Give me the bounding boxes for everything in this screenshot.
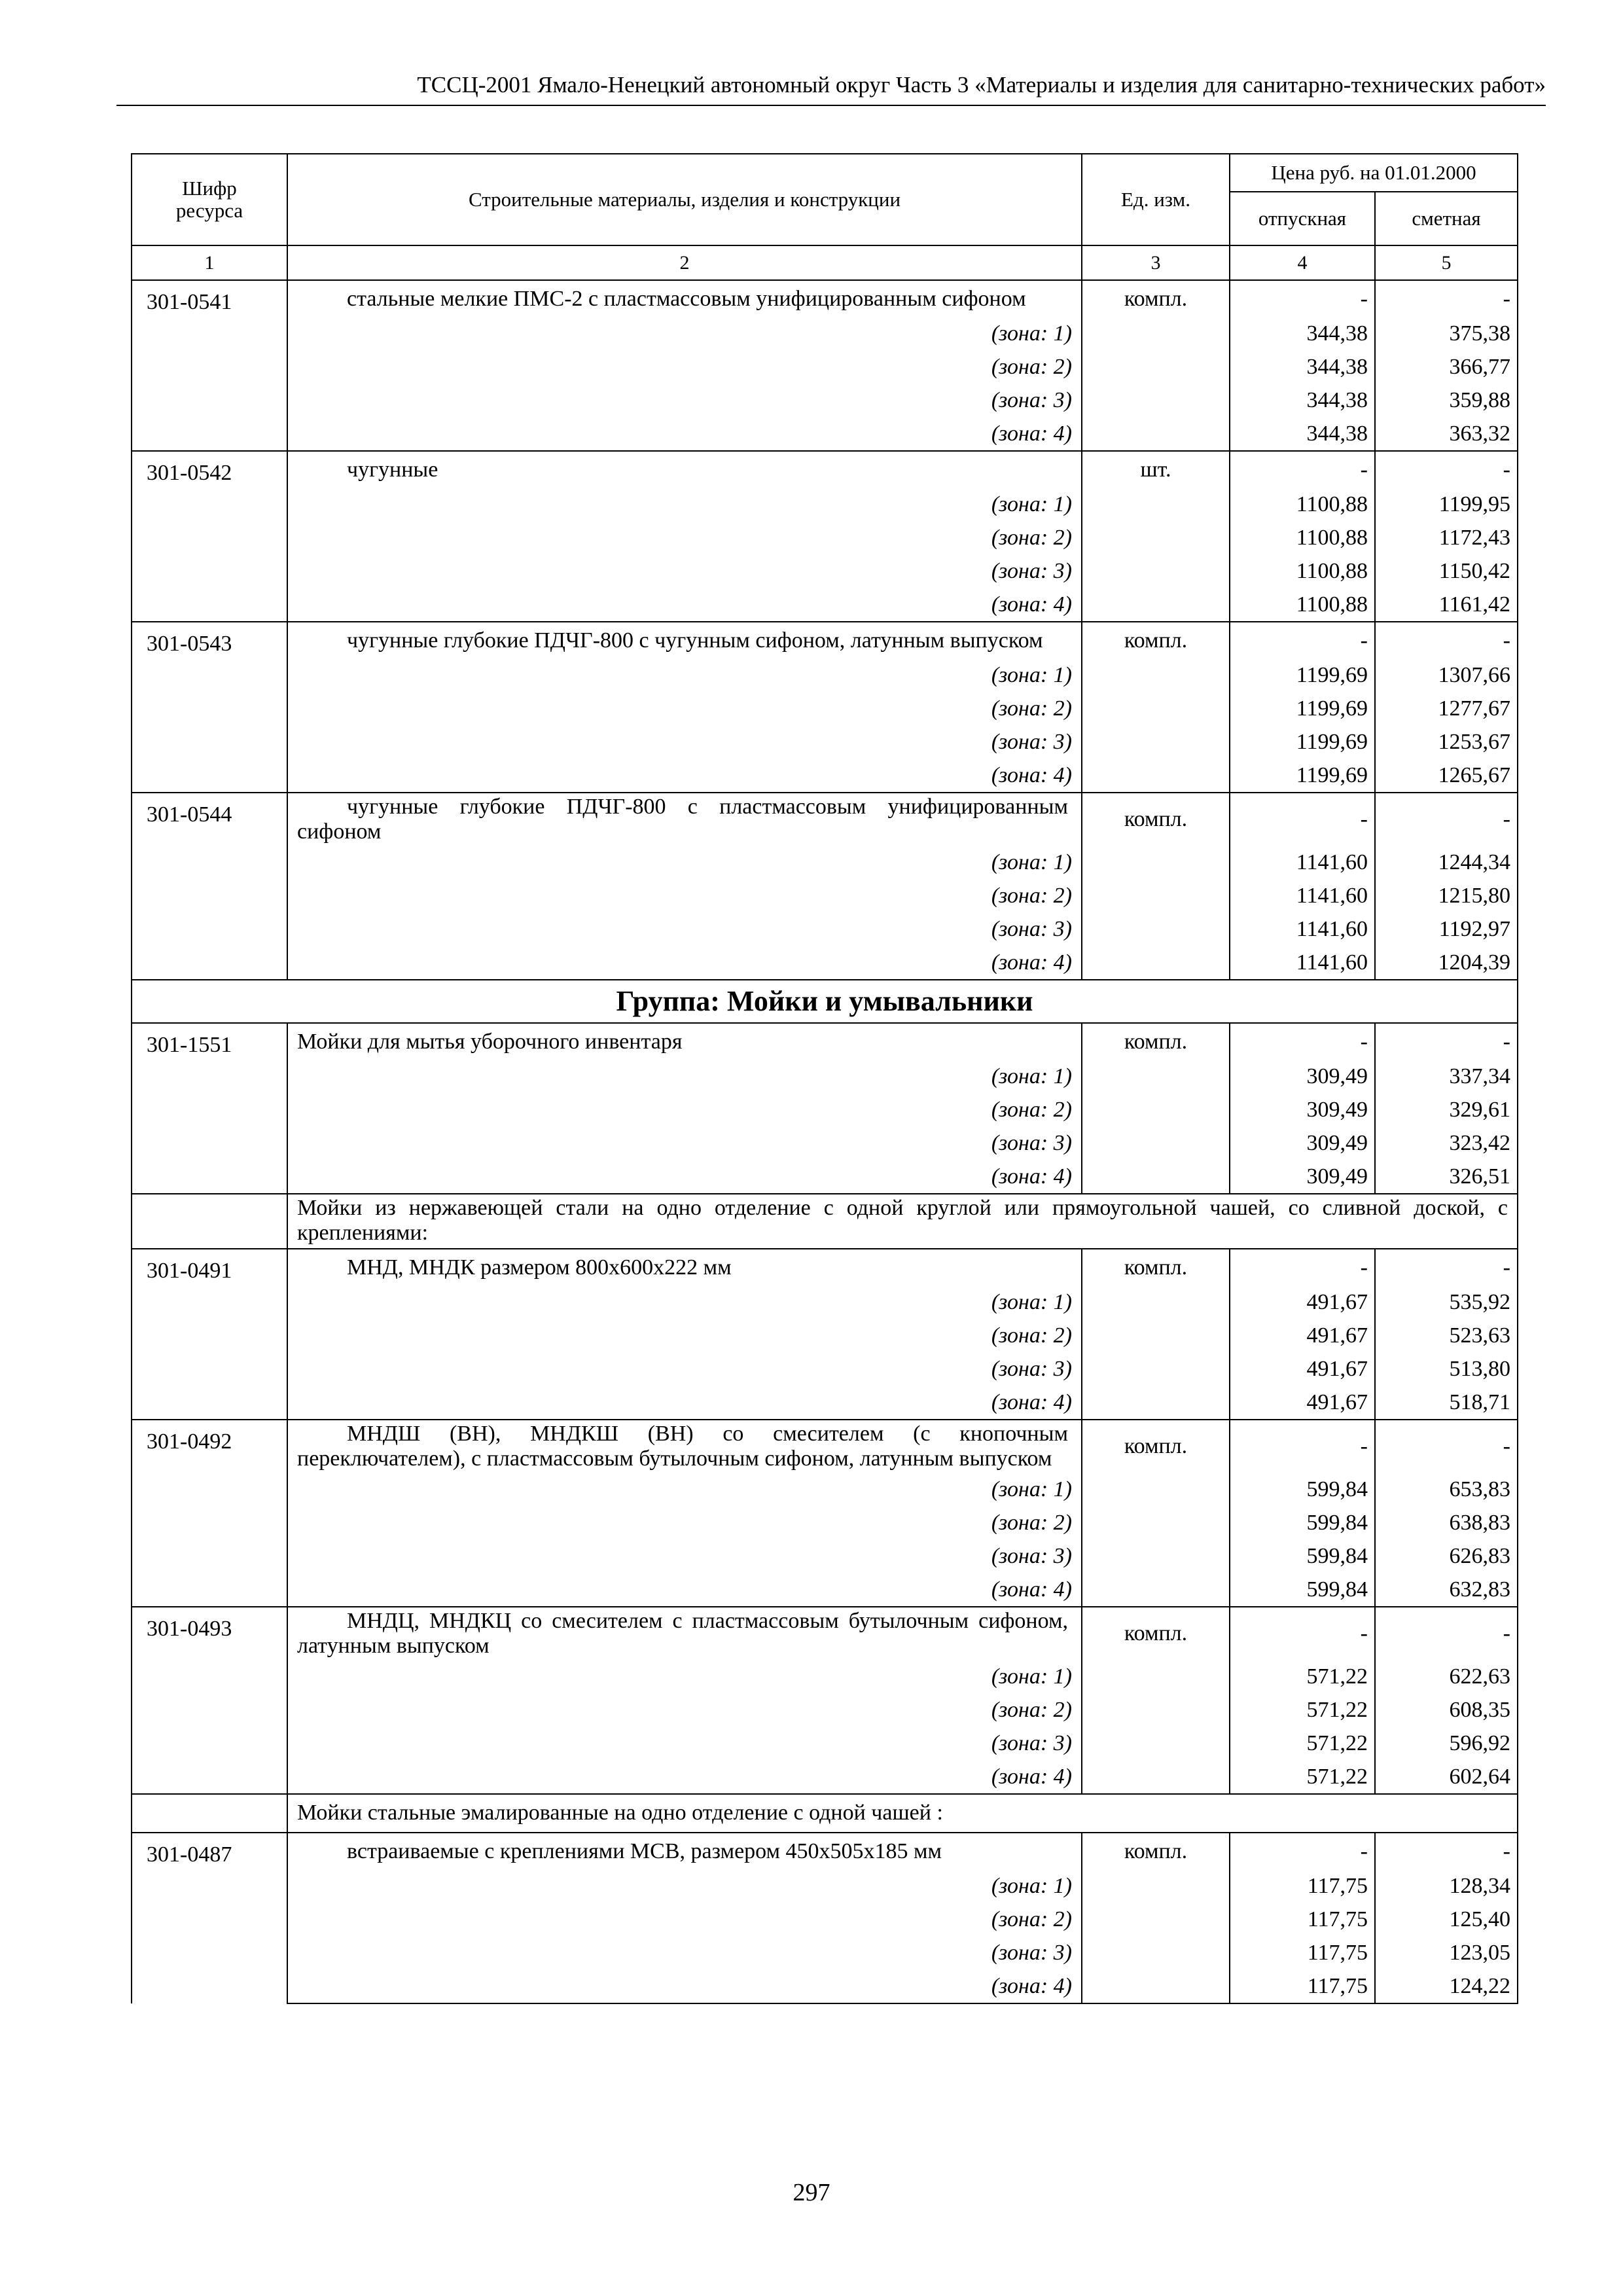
price-release: 1199,69 <box>1230 658 1375 692</box>
item-name: чугунные глубокие ПДЧГ-800 с пластмассовым унифицированным сифоном <box>287 793 1082 846</box>
zone-row <box>132 1093 1518 1126</box>
unit-cell: компл. <box>1082 793 1230 846</box>
unit-cell-empty <box>1082 692 1230 725</box>
item-name: встраиваемые с креплениями МСВ, размером 450х505х185 мм <box>287 1833 1082 1869</box>
item-name: МНДШ (ВН), МНДКШ (ВН) со смесителем (с кнопочным переключателем), с пластмассовым бутылочным сифоном, латунным выпуском <box>287 1420 1082 1473</box>
code-cell-empty <box>132 1194 287 1249</box>
price-estimate: - <box>1375 451 1518 488</box>
price-estimate: 329,61 <box>1375 1093 1518 1126</box>
zone-label: (зона: 3) <box>287 384 1082 417</box>
price-estimate: 1199,95 <box>1375 488 1518 521</box>
unit-cell-empty <box>1082 1093 1230 1126</box>
price-release: - <box>1230 1833 1375 1869</box>
table-row <box>132 1833 1518 1869</box>
price-estimate: 622,63 <box>1375 1660 1518 1693</box>
zone-label: (зона: 3) <box>287 1727 1082 1760</box>
col-header-estimate: сметная <box>1375 192 1518 245</box>
price-estimate: 123,05 <box>1375 1936 1518 1969</box>
unit-cell-empty <box>1082 1936 1230 1969</box>
resource-code: 301-0487 <box>132 1833 287 2003</box>
unit-cell-empty <box>1082 1319 1230 1352</box>
price-release: 599,84 <box>1230 1506 1375 1539</box>
zone-row <box>132 554 1518 588</box>
price-estimate: 375,38 <box>1375 317 1518 350</box>
table-row <box>132 1607 1518 1660</box>
zone-label: (зона: 2) <box>287 1093 1082 1126</box>
price-estimate: 632,83 <box>1375 1573 1518 1607</box>
unit-cell: компл. <box>1082 1833 1230 1869</box>
table-row <box>132 1420 1518 1473</box>
table-row <box>132 793 1518 846</box>
zone-row <box>132 417 1518 451</box>
price-release: 309,49 <box>1230 1126 1375 1160</box>
price-release: 1100,88 <box>1230 588 1375 622</box>
resource-code: 301-0542 <box>132 451 287 622</box>
zone-label: (зона: 1) <box>287 488 1082 521</box>
price-estimate: 1277,67 <box>1375 692 1518 725</box>
zone-row <box>132 1126 1518 1160</box>
price-estimate: 1172,43 <box>1375 521 1518 554</box>
unit-cell-empty <box>1082 588 1230 622</box>
unit-cell-empty <box>1082 488 1230 521</box>
note-row <box>132 1194 1518 1249</box>
unit-cell-empty <box>1082 1693 1230 1727</box>
price-estimate: 1150,42 <box>1375 554 1518 588</box>
price-estimate: 326,51 <box>1375 1160 1518 1194</box>
unit-cell-empty <box>1082 759 1230 793</box>
price-estimate: 1244,34 <box>1375 846 1518 879</box>
price-estimate: 1307,66 <box>1375 658 1518 692</box>
unit-cell-empty <box>1082 1160 1230 1194</box>
note-text: Мойки стальные эмалированные на одно отделение с одной чашей : <box>287 1794 1518 1833</box>
price-release: - <box>1230 793 1375 846</box>
unit-cell-empty <box>1082 1539 1230 1573</box>
price-estimate: 363,32 <box>1375 417 1518 451</box>
zone-label: (зона: 2) <box>287 1319 1082 1352</box>
price-estimate: 359,88 <box>1375 384 1518 417</box>
zone-label: (зона: 3) <box>287 912 1082 946</box>
unit-cell-empty <box>1082 1285 1230 1319</box>
price-release: 344,38 <box>1230 384 1375 417</box>
price-estimate: - <box>1375 1249 1518 1285</box>
item-name: Мойки для мытья уборочного инвентаря <box>287 1023 1082 1060</box>
zone-row <box>132 1319 1518 1352</box>
price-estimate: 535,92 <box>1375 1285 1518 1319</box>
item-name: МНД, МНДК размером 800х600х222 мм <box>287 1249 1082 1285</box>
price-estimate: 1204,39 <box>1375 946 1518 980</box>
price-estimate: - <box>1375 280 1518 317</box>
price-release: 344,38 <box>1230 317 1375 350</box>
price-release: - <box>1230 622 1375 658</box>
zone-label: (зона: 4) <box>287 1969 1082 2003</box>
unit-cell: компл. <box>1082 1607 1230 1660</box>
price-release: 309,49 <box>1230 1093 1375 1126</box>
price-release: 491,67 <box>1230 1352 1375 1386</box>
zone-label: (зона: 3) <box>287 1539 1082 1573</box>
zone-row <box>132 1506 1518 1539</box>
price-estimate: 1215,80 <box>1375 879 1518 912</box>
price-release: 571,22 <box>1230 1693 1375 1727</box>
price-estimate: 602,64 <box>1375 1760 1518 1794</box>
zone-label: (зона: 2) <box>287 1903 1082 1936</box>
unit-cell: компл. <box>1082 280 1230 317</box>
price-release: 1199,69 <box>1230 692 1375 725</box>
unit-cell-empty <box>1082 350 1230 384</box>
zone-label: (зона: 1) <box>287 1473 1082 1506</box>
price-estimate: 653,83 <box>1375 1473 1518 1506</box>
page-header: ТССЦ-2001 Ямало-Ненецкий автономный округ Часть 3 «Материалы и изделия для санитарно-технических работ» <box>116 71 1546 106</box>
table-row <box>132 1249 1518 1285</box>
unit-cell-empty <box>1082 1903 1230 1936</box>
unit-cell: компл. <box>1082 622 1230 658</box>
zone-label: (зона: 4) <box>287 1573 1082 1607</box>
col-header-code: Шифр ресурса <box>132 154 287 245</box>
price-release: 491,67 <box>1230 1319 1375 1352</box>
price-release: 117,75 <box>1230 1869 1375 1903</box>
note-row <box>132 1794 1518 1833</box>
price-estimate: 125,40 <box>1375 1903 1518 1936</box>
zone-label: (зона: 3) <box>287 1352 1082 1386</box>
price-estimate: 626,83 <box>1375 1539 1518 1573</box>
price-estimate: 518,71 <box>1375 1386 1518 1420</box>
col-number: 4 <box>1230 245 1375 280</box>
price-release: 1141,60 <box>1230 879 1375 912</box>
zone-row <box>132 317 1518 350</box>
price-release: - <box>1230 451 1375 488</box>
price-estimate: - <box>1375 1420 1518 1473</box>
price-release: 344,38 <box>1230 350 1375 384</box>
zone-row <box>132 692 1518 725</box>
price-release: - <box>1230 280 1375 317</box>
zone-row <box>132 488 1518 521</box>
unit-cell-empty <box>1082 1660 1230 1693</box>
zone-label: (зона: 4) <box>287 946 1082 980</box>
zone-label: (зона: 3) <box>287 1126 1082 1160</box>
price-estimate: 523,63 <box>1375 1319 1518 1352</box>
price-estimate: 1265,67 <box>1375 759 1518 793</box>
zone-row <box>132 759 1518 793</box>
zone-row <box>132 912 1518 946</box>
zone-row <box>132 1386 1518 1420</box>
unit-cell-empty <box>1082 417 1230 451</box>
zone-label: (зона: 4) <box>287 588 1082 622</box>
zone-label: (зона: 1) <box>287 317 1082 350</box>
zone-label: (зона: 2) <box>287 350 1082 384</box>
zone-row <box>132 1060 1518 1093</box>
unit-cell-empty <box>1082 1060 1230 1093</box>
price-estimate: - <box>1375 1607 1518 1660</box>
price-release: 117,75 <box>1230 1969 1375 2003</box>
unit-cell-empty <box>1082 846 1230 879</box>
price-release: 1100,88 <box>1230 554 1375 588</box>
col-number: 3 <box>1082 245 1230 280</box>
zone-row <box>132 658 1518 692</box>
zone-label: (зона: 3) <box>287 725 1082 759</box>
price-estimate: 1161,42 <box>1375 588 1518 622</box>
unit-cell: компл. <box>1082 1023 1230 1060</box>
table-row <box>132 451 1518 488</box>
resource-code: 301-0541 <box>132 280 287 451</box>
price-release: - <box>1230 1249 1375 1285</box>
item-name: МНДЦ, МНДКЦ со смесителем с пластмассовым бутылочным сифоном, латунным выпуском <box>287 1607 1082 1660</box>
group-title: Группа: Мойки и умывальники <box>132 980 1518 1023</box>
unit-cell-empty <box>1082 879 1230 912</box>
col-header-name: Строительные материалы, изделия и конструкции <box>287 154 1082 245</box>
zone-label: (зона: 4) <box>287 1760 1082 1794</box>
price-release: - <box>1230 1420 1375 1473</box>
code-cell-empty <box>132 1794 287 1833</box>
price-release: 1141,60 <box>1230 846 1375 879</box>
price-estimate: 513,80 <box>1375 1352 1518 1386</box>
zone-row <box>132 588 1518 622</box>
price-release: - <box>1230 1023 1375 1060</box>
item-name: стальные мелкие ПМС-2 с пластмассовым унифицированным сифоном <box>287 280 1082 317</box>
price-estimate: 124,22 <box>1375 1969 1518 2003</box>
price-estimate: 1192,97 <box>1375 912 1518 946</box>
unit-cell-empty <box>1082 658 1230 692</box>
price-release: 599,84 <box>1230 1473 1375 1506</box>
resource-code: 301-0492 <box>132 1420 287 1607</box>
col-header-unit: Ед. изм. <box>1082 154 1230 245</box>
unit-cell-empty <box>1082 1506 1230 1539</box>
price-release: 599,84 <box>1230 1539 1375 1573</box>
resource-code: 301-0544 <box>132 793 287 980</box>
zone-label: (зона: 2) <box>287 521 1082 554</box>
zone-row <box>132 521 1518 554</box>
price-release: 344,38 <box>1230 417 1375 451</box>
group-row <box>132 980 1518 1023</box>
table-row <box>132 1023 1518 1060</box>
unit-cell-empty <box>1082 1386 1230 1420</box>
col-header-release: отпускная <box>1230 192 1375 245</box>
zone-label: (зона: 2) <box>287 1506 1082 1539</box>
resource-code: 301-0543 <box>132 622 287 793</box>
table-row <box>132 622 1518 658</box>
price-release: 1141,60 <box>1230 912 1375 946</box>
resource-code: 301-0493 <box>132 1607 287 1794</box>
table-body <box>132 280 1518 2003</box>
zone-row <box>132 1160 1518 1194</box>
unit-cell-empty <box>1082 1760 1230 1794</box>
price-release: 491,67 <box>1230 1285 1375 1319</box>
zone-label: (зона: 1) <box>287 1060 1082 1093</box>
price-estimate: - <box>1375 1023 1518 1060</box>
zone-row <box>132 1473 1518 1506</box>
unit-cell-empty <box>1082 317 1230 350</box>
zone-label: (зона: 4) <box>287 1386 1082 1420</box>
price-release: 1199,69 <box>1230 759 1375 793</box>
zone-row <box>132 384 1518 417</box>
item-name: чугунные <box>287 451 1082 488</box>
zone-row <box>132 1869 1518 1903</box>
price-release: 1199,69 <box>1230 725 1375 759</box>
zone-row <box>132 1969 1518 2003</box>
price-estimate: 608,35 <box>1375 1693 1518 1727</box>
unit-cell-empty <box>1082 912 1230 946</box>
unit-cell-empty <box>1082 1352 1230 1386</box>
zone-row <box>132 1936 1518 1969</box>
price-release: 117,75 <box>1230 1903 1375 1936</box>
price-release: 1141,60 <box>1230 946 1375 980</box>
zone-label: (зона: 3) <box>287 554 1082 588</box>
resource-code: 301-1551 <box>132 1023 287 1194</box>
price-estimate: - <box>1375 622 1518 658</box>
unit-cell-empty <box>1082 1727 1230 1760</box>
unit-cell-empty <box>1082 1473 1230 1506</box>
unit-cell-empty <box>1082 725 1230 759</box>
unit-cell-empty <box>1082 1126 1230 1160</box>
price-table <box>131 153 1518 2004</box>
price-estimate: - <box>1375 793 1518 846</box>
note-text: Мойки из нержавеющей стали на одно отделение с одной круглой или прямоугольной чашей, со сливной доской, с креплениями: <box>287 1194 1518 1249</box>
zone-label: (зона: 1) <box>287 1869 1082 1903</box>
zone-row <box>132 1539 1518 1573</box>
zone-label: (зона: 2) <box>287 692 1082 725</box>
col-number: 2 <box>287 245 1082 280</box>
price-release: 1100,88 <box>1230 488 1375 521</box>
zone-row <box>132 1903 1518 1936</box>
zone-label: (зона: 1) <box>287 1660 1082 1693</box>
unit-cell-empty <box>1082 946 1230 980</box>
zone-label: (зона: 1) <box>287 1285 1082 1319</box>
price-estimate: 366,77 <box>1375 350 1518 384</box>
table-row <box>132 280 1518 317</box>
zone-row <box>132 1760 1518 1794</box>
unit-cell: компл. <box>1082 1249 1230 1285</box>
zone-row <box>132 725 1518 759</box>
zone-row <box>132 1693 1518 1727</box>
zone-label: (зона: 2) <box>287 1693 1082 1727</box>
unit-cell-empty <box>1082 554 1230 588</box>
unit-cell-empty <box>1082 1869 1230 1903</box>
zone-row <box>132 1285 1518 1319</box>
zone-row <box>132 1727 1518 1760</box>
zone-label: (зона: 2) <box>287 879 1082 912</box>
zone-row <box>132 1352 1518 1386</box>
price-release: 117,75 <box>1230 1936 1375 1969</box>
col-number: 5 <box>1375 245 1518 280</box>
unit-cell: шт. <box>1082 451 1230 488</box>
zone-label: (зона: 4) <box>287 417 1082 451</box>
unit-cell-empty <box>1082 1573 1230 1607</box>
zone-row <box>132 846 1518 879</box>
price-release: 309,49 <box>1230 1160 1375 1194</box>
price-estimate: 596,92 <box>1375 1727 1518 1760</box>
zone-row <box>132 946 1518 980</box>
zone-label: (зона: 1) <box>287 846 1082 879</box>
price-estimate: - <box>1375 1833 1518 1869</box>
price-release: 571,22 <box>1230 1727 1375 1760</box>
zone-row <box>132 1660 1518 1693</box>
unit-cell: компл. <box>1082 1420 1230 1473</box>
price-estimate: 337,34 <box>1375 1060 1518 1093</box>
price-estimate: 1253,67 <box>1375 725 1518 759</box>
zone-label: (зона: 1) <box>287 658 1082 692</box>
zone-row <box>132 879 1518 912</box>
price-estimate: 128,34 <box>1375 1869 1518 1903</box>
zone-label: (зона: 3) <box>287 1936 1082 1969</box>
price-estimate: 323,42 <box>1375 1126 1518 1160</box>
unit-cell-empty <box>1082 384 1230 417</box>
price-release: 571,22 <box>1230 1660 1375 1693</box>
zone-row <box>132 1573 1518 1607</box>
unit-cell-empty <box>1082 1969 1230 2003</box>
page-number: 297 <box>793 2179 830 2206</box>
price-release: 1100,88 <box>1230 521 1375 554</box>
zone-label: (зона: 4) <box>287 759 1082 793</box>
price-release: 491,67 <box>1230 1386 1375 1420</box>
item-name: чугунные глубокие ПДЧГ-800 с чугунным сифоном, латунным выпуском <box>287 622 1082 658</box>
price-release: 571,22 <box>1230 1760 1375 1794</box>
zone-row <box>132 350 1518 384</box>
price-estimate: 638,83 <box>1375 1506 1518 1539</box>
zone-label: (зона: 4) <box>287 1160 1082 1194</box>
col-number: 1 <box>132 245 287 280</box>
price-release: 309,49 <box>1230 1060 1375 1093</box>
price-release: 599,84 <box>1230 1573 1375 1607</box>
price-release: - <box>1230 1607 1375 1660</box>
col-header-price: Цена руб. на 01.01.2000 <box>1230 154 1518 192</box>
unit-cell-empty <box>1082 521 1230 554</box>
resource-code: 301-0491 <box>132 1249 287 1420</box>
